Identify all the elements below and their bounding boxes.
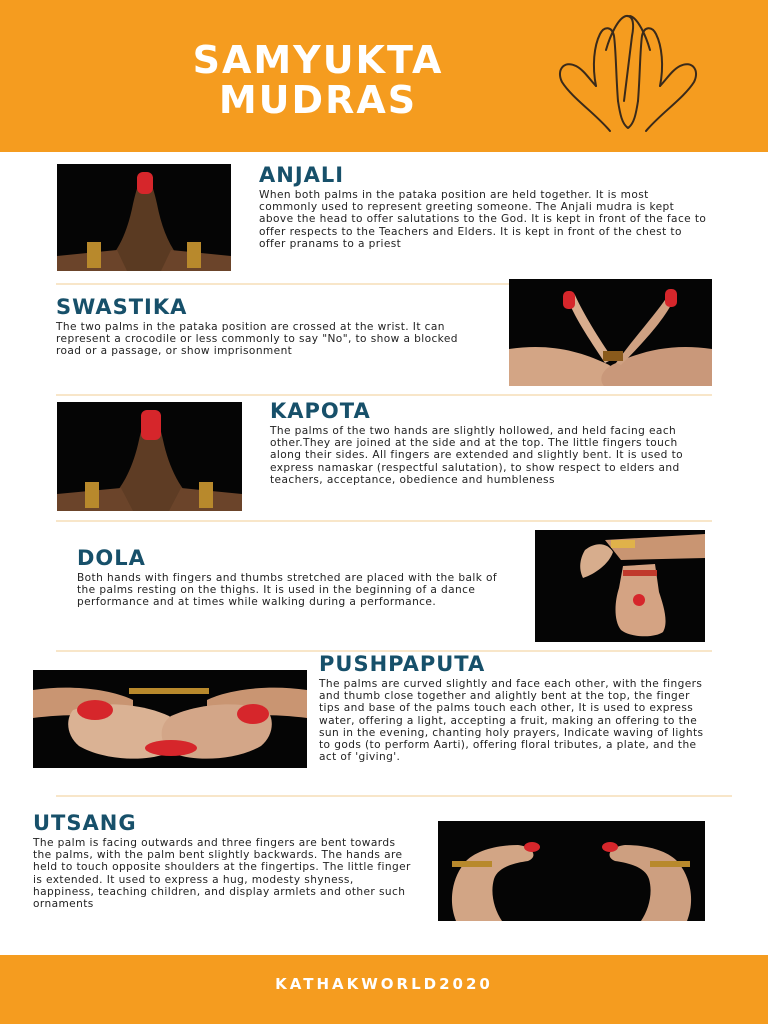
page-title-line2: MUDRAS <box>218 78 418 122</box>
divider <box>56 795 732 797</box>
section-title-swastika: SWASTIKA <box>56 295 188 319</box>
utsang-photo <box>438 821 705 921</box>
divider <box>56 394 712 396</box>
section-text-dola: Both hands with fingers and thumbs stretched are placed with the balk of the palms resting on the thighs. It is used in the beginning of a dance performance and at times while walking during a performance. <box>77 572 498 609</box>
page-title-line1: SAMYUKTA <box>192 38 444 82</box>
section-title-anjali: ANJALI <box>259 163 345 187</box>
header-banner <box>0 0 768 152</box>
praying-hands-icon <box>548 6 708 146</box>
section-title-utsang: UTSANG <box>33 811 137 835</box>
pushpaputa-photo <box>33 670 307 768</box>
section-title-kapota: KAPOTA <box>270 399 371 423</box>
anjali-photo <box>57 164 231 271</box>
dola-photo <box>535 530 705 642</box>
swastika-photo <box>509 279 712 386</box>
footer-brand: KATHAKWORLD2020 <box>275 975 493 993</box>
section-text-pushpaputa: The palms are curved slightly and face each other, with the fingers and thumb close together and alightly bent at the top, the finger tips and base of the palms touch each other, It is used to express water, offering a light, accepting a fruit, making an offering to the sun in the evening, chanting holy prayers, Indicate waving of lights to gods (to perform Aarti), offering floral tributes, a plate, and the act of 'giving'. <box>319 678 704 764</box>
section-title-pushpaputa: PUSHPAPUTA <box>319 652 486 676</box>
section-text-anjali: When both palms in the pataka position are held together. It is most commonly used to represent greeting someone. The Anjali mudra is kept above the head to offer salutations to the God. It is kept in front of the face to offer respects to the Teachers and Elders. It is kept in front of the chest to offer pranams to a priest <box>259 189 707 250</box>
footer-banner <box>0 955 768 1024</box>
section-text-swastika: The two palms in the pataka position are crossed at the wrist. It can represent a crocodile or less commonly to say "No", to show a blocked road or a passage, or show imprisonment <box>56 321 458 358</box>
section-text-utsang: The palm is facing outwards and three fingers are bent towards the palms, with the palm bent slightly backwards. The hands are held to touch opposite shoulders at the fingertips. The little finger is extended. It used to express a hug, modesty shyness, happiness, teaching children, and display armlets and other such ornaments <box>33 837 411 911</box>
section-title-dola: DOLA <box>77 546 146 570</box>
page-title <box>108 40 528 120</box>
section-text-kapota: The palms of the two hands are slightly hollowed, and held facing each other.They are joined at the side and at the top. The little fingers touch along their sides. All fingers are extended and slightly bent. It is used to express namaskar (respectful salutation), to show respect to elders and teachers, acceptance, obedience and humbleness <box>270 425 684 486</box>
kapota-photo <box>57 402 242 511</box>
divider <box>56 520 712 522</box>
